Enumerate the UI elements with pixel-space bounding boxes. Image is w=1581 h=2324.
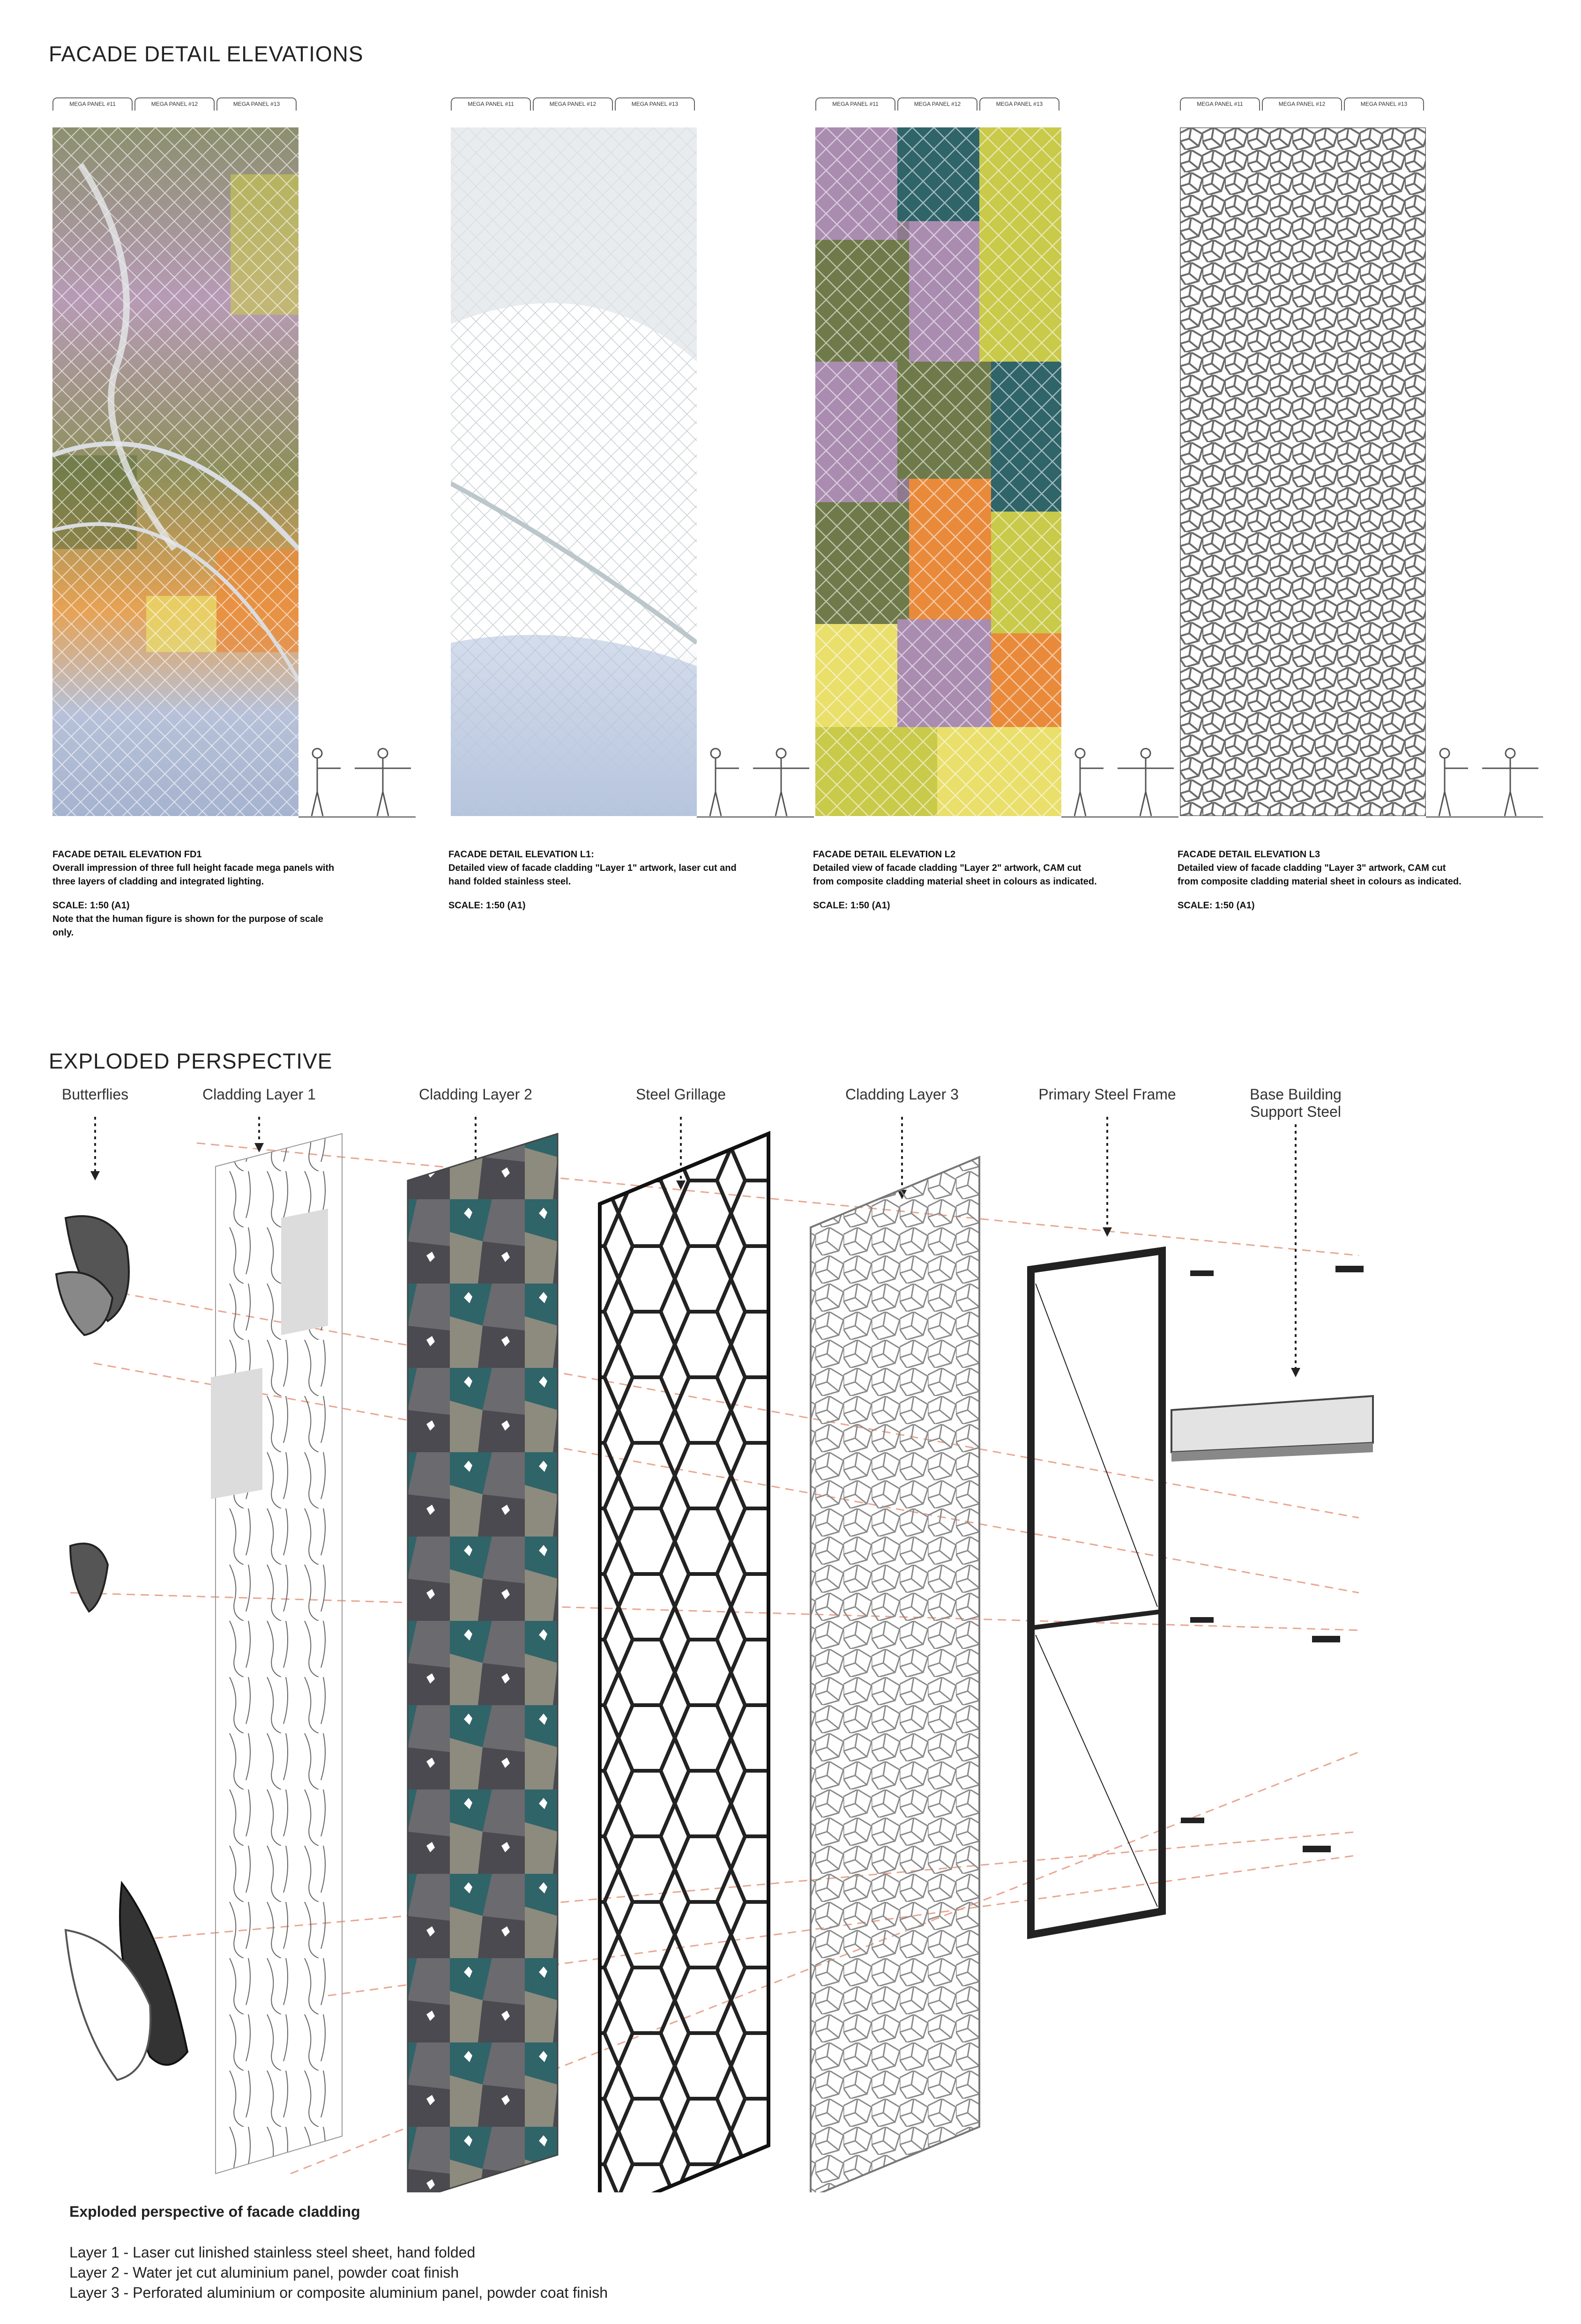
caption-scale: SCALE: 1:50 (A1): [813, 900, 890, 911]
label-line-2: Support Steel: [1250, 1103, 1341, 1120]
caption-note: Note that the human figure is shown for the purpose of scale only.: [52, 914, 323, 938]
elevation-l1-drawing: [451, 127, 697, 816]
caption-fd1: [52, 848, 343, 940]
primary-steel-frame: [1031, 1251, 1162, 1935]
caption-l1: [448, 848, 739, 913]
base-building-support-steel: [1171, 1396, 1373, 1462]
panel-tab: MEGA PANEL #12: [134, 97, 215, 111]
caption-title: FACADE DETAIL ELEVATION L1:: [448, 849, 594, 860]
panel-tab: MEGA PANEL #12: [897, 97, 977, 111]
elevation-l3-drawing: [1180, 127, 1426, 816]
panel-tab: MEGA PANEL #13: [979, 97, 1059, 111]
panel-tabs-fd1: [52, 97, 298, 111]
caption-title: FACADE DETAIL ELEVATION L2: [813, 849, 956, 860]
layer-label-primary-steel-frame: Primary Steel Frame: [1038, 1086, 1176, 1103]
cladding-layer-3: [811, 1157, 979, 2192]
caption-title: FACADE DETAIL ELEVATION FD1: [52, 849, 202, 860]
exploded-perspective-drawing: [0, 1115, 1581, 2192]
panel-tab: MEGA PANEL #13: [615, 97, 695, 111]
panel-tabs-l1: [451, 97, 697, 111]
layer-label-cladding-layer-2: Cladding Layer 2: [419, 1086, 532, 1103]
label-line-1: Base Building: [1250, 1086, 1342, 1103]
layer-label-butterflies: Butterflies: [61, 1086, 129, 1103]
butterflies: [56, 1216, 187, 2080]
human-scale-figures-l2: [1061, 740, 1178, 820]
layer-label-cladding-layer-3: Cladding Layer 3: [845, 1086, 959, 1103]
exploded-title: EXPLODED PERSPECTIVE: [49, 1049, 333, 1073]
caption-body: Detailed view of facade cladding "Layer 3" artwork, CAM cut from composite cladding material sheet in colours as indicated.: [1178, 863, 1462, 887]
layer-label-cladding-layer-1: Cladding Layer 1: [202, 1086, 316, 1103]
human-scale-figures-fd1: [298, 740, 416, 820]
panel-tab: MEGA PANEL #13: [216, 97, 297, 111]
legend-line-1: Layer 1 - Laser cut linished stainless steel sheet, hand folded: [69, 2244, 476, 2261]
legend: [69, 2202, 608, 2303]
cladding-layer-2: [408, 1134, 558, 2192]
brackets: [1181, 1266, 1364, 1852]
caption-l2: [813, 848, 1104, 913]
panel-tabs-l3: [1180, 97, 1426, 111]
caption-body: Detailed view of facade cladding "Layer 2" artwork, CAM cut from composite cladding material sheet in colours as indicated.: [813, 863, 1097, 887]
caption-scale: SCALE: 1:50 (A1): [52, 900, 130, 911]
caption-body: Detailed view of facade cladding "Layer 1" artwork, laser cut and hand folded stainless steel.: [448, 863, 737, 887]
caption-body: Overall impression of three full height facade mega panels with three layers of cladding and integrated lighting.: [52, 863, 335, 887]
human-scale-figures-l1: [697, 740, 814, 820]
elevation-fd1-drawing: [52, 127, 298, 816]
elevations-title: FACADE DETAIL ELEVATIONS: [49, 42, 364, 66]
legend-title: Exploded perspective of facade cladding: [69, 2203, 360, 2220]
panel-tabs-l2: [815, 97, 1061, 111]
panel-tab: MEGA PANEL #11: [815, 97, 895, 111]
elevation-l2-drawing: [815, 127, 1061, 816]
panel-tab: MEGA PANEL #11: [52, 97, 133, 111]
human-scale-figures-l3: [1426, 740, 1543, 820]
panel-tab: MEGA PANEL #11: [451, 97, 531, 111]
caption-scale: SCALE: 1:50 (A1): [448, 900, 526, 911]
panel-tab: MEGA PANEL #12: [533, 97, 613, 111]
panel-tab: MEGA PANEL #13: [1344, 97, 1424, 111]
legend-line-2: Layer 2 - Water jet cut aluminium panel, powder coat finish: [69, 2264, 459, 2281]
steel-grillage: [600, 1134, 768, 2192]
legend-line-3: Layer 3 - Perforated aluminium or composite aluminium panel, powder coat finish: [69, 2284, 608, 2301]
panel-tab: MEGA PANEL #12: [1262, 97, 1342, 111]
layer-label-steel-grillage: Steel Grillage: [635, 1086, 726, 1103]
caption-title: FACADE DETAIL ELEVATION L3: [1178, 849, 1320, 860]
panel-tab: MEGA PANEL #11: [1180, 97, 1260, 111]
caption-scale: SCALE: 1:50 (A1): [1178, 900, 1255, 911]
caption-l3: [1178, 848, 1468, 913]
